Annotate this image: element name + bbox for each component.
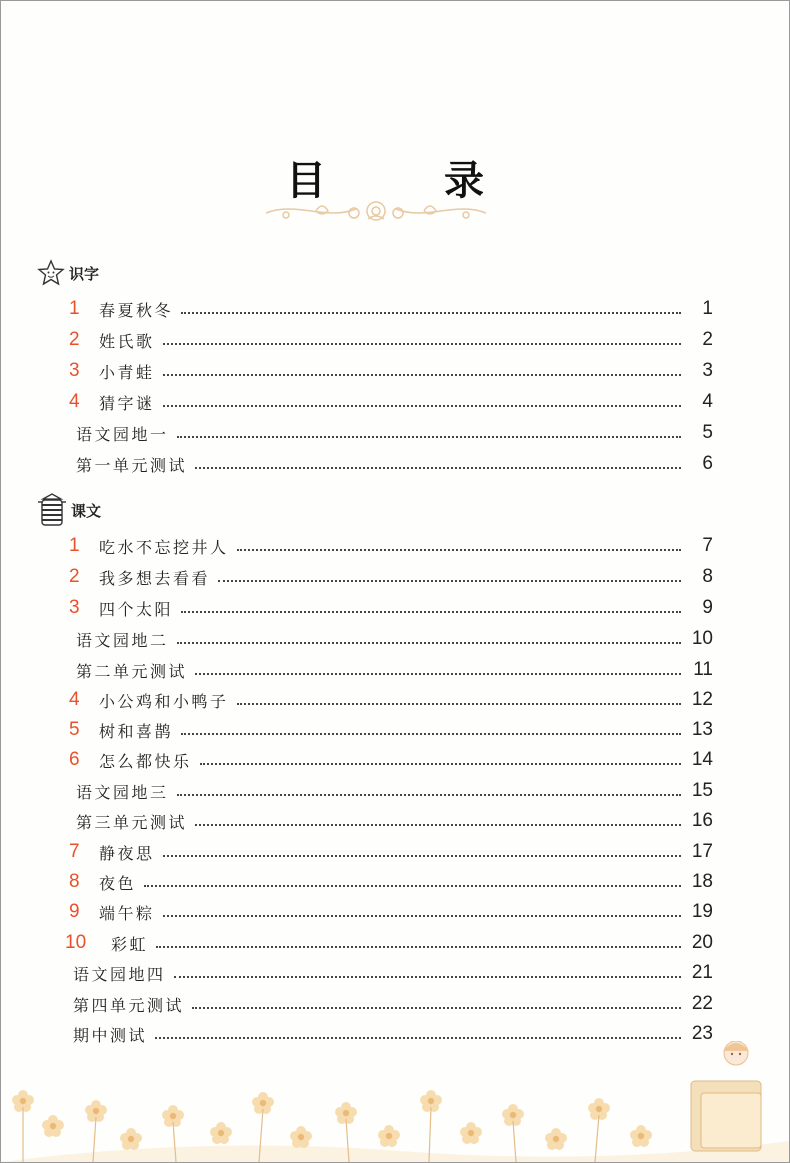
entry-page: 8 xyxy=(702,566,713,587)
toc-entry[interactable] xyxy=(76,655,713,685)
entry-title: 静夜思 xyxy=(99,843,155,863)
entry-page: 10 xyxy=(691,628,713,649)
entry-title: 姓氏歌 xyxy=(99,331,155,351)
entry-title: 端午粽 xyxy=(99,903,155,923)
leader-dots xyxy=(181,733,681,735)
toc-entry[interactable] xyxy=(69,356,713,386)
entry-number: 2 xyxy=(69,329,80,350)
entry-title: 第一单元测试 xyxy=(76,455,188,475)
toc-entry[interactable] xyxy=(76,449,713,479)
leader-dots xyxy=(155,1037,681,1039)
entry-title: 四个太阳 xyxy=(99,599,174,619)
entry-title: 吃水不忘挖井人 xyxy=(99,537,229,557)
leader-dots xyxy=(163,855,681,857)
entry-title: 怎么都快乐 xyxy=(99,751,192,771)
entry-title: 语文园地四 xyxy=(73,964,166,984)
entry-number: 1 xyxy=(69,535,80,556)
toc-entry[interactable] xyxy=(65,928,713,958)
leader-dots xyxy=(195,824,681,826)
leader-dots xyxy=(163,343,681,345)
leader-dots xyxy=(181,611,681,613)
toc-entry[interactable] xyxy=(76,776,713,806)
entry-page: 14 xyxy=(691,749,713,770)
entry-number: 4 xyxy=(69,689,80,710)
entry-number: 8 xyxy=(69,871,80,892)
entry-page: 23 xyxy=(691,1023,713,1044)
toc-entry[interactable] xyxy=(69,867,713,897)
entry-title: 猜字谜 xyxy=(99,393,155,413)
entry-page: 2 xyxy=(702,329,713,350)
flower-border-illustration xyxy=(1,1041,789,1162)
entry-title: 语文园地二 xyxy=(76,630,169,650)
toc-entry[interactable] xyxy=(69,294,713,324)
toc-entry[interactable] xyxy=(69,715,713,745)
entry-page: 21 xyxy=(691,962,713,983)
entry-number: 7 xyxy=(69,841,80,862)
entry-title: 期中测试 xyxy=(73,1025,148,1045)
toc-entry[interactable] xyxy=(69,745,713,775)
entry-page: 7 xyxy=(702,535,713,556)
entry-title: 语文园地一 xyxy=(76,424,169,444)
entry-number: 5 xyxy=(69,719,80,740)
entry-title: 第二单元测试 xyxy=(76,661,188,681)
entry-number: 2 xyxy=(69,566,80,587)
entry-page: 4 xyxy=(702,391,713,412)
toc-entry[interactable] xyxy=(69,837,713,867)
toc-entry[interactable] xyxy=(73,989,713,1019)
toc-entry[interactable] xyxy=(69,531,713,561)
entry-page: 19 xyxy=(691,901,713,922)
leader-dots xyxy=(177,642,681,644)
section-heading-shizi xyxy=(37,257,99,289)
toc-entry[interactable] xyxy=(69,562,713,592)
entry-title: 夜色 xyxy=(99,873,137,893)
entry-page: 22 xyxy=(691,993,713,1014)
entry-number: 3 xyxy=(69,597,80,618)
entry-number: 1 xyxy=(69,298,80,319)
striped-character-icon xyxy=(37,493,67,527)
leader-dots xyxy=(200,763,681,765)
entry-number: 4 xyxy=(69,391,80,412)
toc-entry[interactable] xyxy=(76,624,713,654)
section-heading-label: 课文 xyxy=(71,501,102,520)
leader-dots xyxy=(181,312,681,314)
toc-entry[interactable] xyxy=(76,806,713,836)
toc-entry[interactable] xyxy=(73,958,713,988)
leader-dots xyxy=(163,405,681,407)
entry-page: 11 xyxy=(693,659,713,680)
entry-page: 9 xyxy=(702,597,713,618)
toc-entry[interactable] xyxy=(69,897,713,927)
entry-page: 1 xyxy=(702,298,713,319)
toc-entry[interactable] xyxy=(69,387,713,417)
entry-number: 9 xyxy=(69,901,80,922)
leader-dots xyxy=(195,467,681,469)
entry-number: 6 xyxy=(69,749,80,770)
entry-page: 6 xyxy=(702,453,713,474)
toc-entry[interactable] xyxy=(69,593,713,623)
star-face-icon xyxy=(37,259,65,287)
entry-title: 春夏秋冬 xyxy=(99,300,174,320)
leader-dots xyxy=(237,549,681,551)
entry-page: 16 xyxy=(691,810,713,831)
toc-entry[interactable] xyxy=(69,685,713,715)
leader-dots xyxy=(177,436,681,438)
entry-title: 第三单元测试 xyxy=(76,812,188,832)
leader-dots xyxy=(163,374,681,376)
entry-number: 3 xyxy=(69,360,80,381)
entry-page: 5 xyxy=(702,422,713,443)
entry-title: 小公鸡和小鸭子 xyxy=(99,691,229,711)
leader-dots xyxy=(192,1007,681,1009)
leader-dots xyxy=(174,976,681,978)
entry-number: 10 xyxy=(65,932,87,953)
section-heading-label: 识字 xyxy=(69,264,100,283)
entry-title: 小青蛙 xyxy=(99,362,155,382)
leader-dots xyxy=(163,915,681,917)
entry-title: 树和喜鹊 xyxy=(99,721,174,741)
title-ornament-icon xyxy=(256,191,496,227)
entry-page: 3 xyxy=(702,360,713,381)
entry-page: 15 xyxy=(691,780,713,801)
entry-title: 第四单元测试 xyxy=(73,995,185,1015)
entry-page: 12 xyxy=(691,689,713,710)
entry-title: 我多想去看看 xyxy=(99,568,211,588)
leader-dots xyxy=(177,794,681,796)
entry-page: 13 xyxy=(691,719,713,740)
section-heading-kewen xyxy=(37,494,101,526)
entry-title: 语文园地三 xyxy=(76,782,169,802)
toc-entry[interactable] xyxy=(76,418,713,448)
entry-page: 20 xyxy=(691,932,713,953)
leader-dots xyxy=(237,703,681,705)
leader-dots xyxy=(195,673,681,675)
leader-dots xyxy=(156,946,681,948)
leader-dots xyxy=(144,885,681,887)
toc-entry[interactable] xyxy=(69,325,713,355)
leader-dots xyxy=(218,580,681,582)
entry-title: 彩虹 xyxy=(111,934,149,954)
entry-page: 17 xyxy=(691,841,713,862)
page-title: 目 录 xyxy=(286,157,536,204)
entry-page: 18 xyxy=(691,871,713,892)
